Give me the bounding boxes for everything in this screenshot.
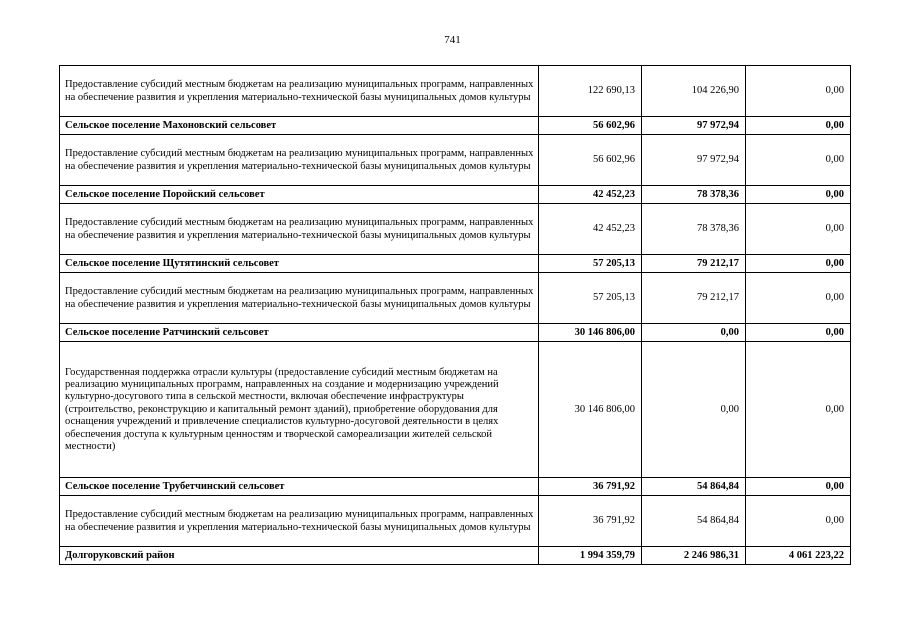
row-value-1: 56 602,96 — [539, 135, 642, 186]
budget-table — [59, 65, 851, 565]
table-row — [60, 66, 851, 117]
page-number: 741 — [444, 34, 461, 46]
settlement-name: Сельское поселение Ратчинский сельсовет — [60, 324, 539, 342]
row-value-3: 0,00 — [746, 324, 851, 342]
row-value-2: 54 864,84 — [642, 478, 746, 496]
row-value-1: 36 791,92 — [539, 496, 642, 547]
row-description: Государственная поддержка отрасли культуры (предоставление субсидий местным бюджетам на реализацию муниципальных программ, направленных на создание и модернизацию учреждений культурно-досугового типа в сельской местности, включая обеспечение инфраструктуры (строительство, реконструкцию и капитальный ремонт зданий), приобретение оборудования для оснащения учреждений и привлечение специалистов культурно-досуговой деятельности в целях обеспечения доступа к культурным ценностям и творческой самореализации жителей сельской местности) — [60, 342, 539, 478]
row-value-2: 0,00 — [642, 324, 746, 342]
row-value-3: 0,00 — [746, 496, 851, 547]
settlement-row — [60, 117, 851, 135]
row-value-1: 30 146 806,00 — [539, 342, 642, 478]
settlement-name: Сельское поселение Махоновский сельсовет — [60, 117, 539, 135]
row-value-2: 104 226,90 — [642, 66, 746, 117]
row-value-1: 36 791,92 — [539, 478, 642, 496]
row-value-2: 79 212,17 — [642, 273, 746, 324]
table-row — [60, 496, 851, 547]
table-row — [60, 342, 851, 478]
row-value-3: 0,00 — [746, 135, 851, 186]
row-description: Предоставление субсидий местным бюджетам на реализацию муниципальных программ, направленных на обеспечение развития и укрепления материально-технической базы муниципальных домов культуры — [60, 66, 539, 117]
row-value-1: 42 452,23 — [539, 204, 642, 255]
table-row — [60, 273, 851, 324]
row-value-3: 0,00 — [746, 255, 851, 273]
settlement-name: Сельское поселение Поройский сельсовет — [60, 186, 539, 204]
settlement-row — [60, 478, 851, 496]
district-name: Долгоруковский район — [60, 547, 539, 565]
row-value-2: 78 378,36 — [642, 204, 746, 255]
row-value-3: 0,00 — [746, 66, 851, 117]
settlement-name: Сельское поселение Щутятинский сельсовет — [60, 255, 539, 273]
row-value-3: 0,00 — [746, 273, 851, 324]
row-value-1: 1 994 359,79 — [539, 547, 642, 565]
row-value-3: 0,00 — [746, 478, 851, 496]
row-description: Предоставление субсидий местным бюджетам на реализацию муниципальных программ, направленных на обеспечение развития и укрепления материально-технической базы муниципальных домов культуры — [60, 496, 539, 547]
row-value-2: 79 212,17 — [642, 255, 746, 273]
row-description: Предоставление субсидий местным бюджетам на реализацию муниципальных программ, направленных на обеспечение развития и укрепления материально-технической базы муниципальных домов культуры — [60, 135, 539, 186]
row-value-2: 78 378,36 — [642, 186, 746, 204]
row-value-2: 54 864,84 — [642, 496, 746, 547]
row-value-3: 4 061 223,22 — [746, 547, 851, 565]
row-value-3: 0,00 — [746, 186, 851, 204]
row-value-2: 97 972,94 — [642, 117, 746, 135]
row-value-2: 97 972,94 — [642, 135, 746, 186]
row-value-1: 56 602,96 — [539, 117, 642, 135]
row-value-3: 0,00 — [746, 204, 851, 255]
row-value-1: 30 146 806,00 — [539, 324, 642, 342]
district-total-row — [60, 547, 851, 565]
row-value-1: 122 690,13 — [539, 66, 642, 117]
row-description: Предоставление субсидий местным бюджетам на реализацию муниципальных программ, направленных на обеспечение развития и укрепления материально-технической базы муниципальных домов культуры — [60, 273, 539, 324]
settlement-row — [60, 324, 851, 342]
row-value-3: 0,00 — [746, 342, 851, 478]
row-value-3: 0,00 — [746, 117, 851, 135]
row-description: Предоставление субсидий местным бюджетам на реализацию муниципальных программ, направленных на обеспечение развития и укрепления материально-технической базы муниципальных домов культуры — [60, 204, 539, 255]
row-value-1: 42 452,23 — [539, 186, 642, 204]
settlement-row — [60, 255, 851, 273]
settlement-name: Сельское поселение Трубетчинский сельсовет — [60, 478, 539, 496]
table-row — [60, 135, 851, 186]
table-row — [60, 204, 851, 255]
row-value-1: 57 205,13 — [539, 273, 642, 324]
settlement-row — [60, 186, 851, 204]
row-value-1: 57 205,13 — [539, 255, 642, 273]
row-value-2: 0,00 — [642, 342, 746, 478]
row-value-2: 2 246 986,31 — [642, 547, 746, 565]
